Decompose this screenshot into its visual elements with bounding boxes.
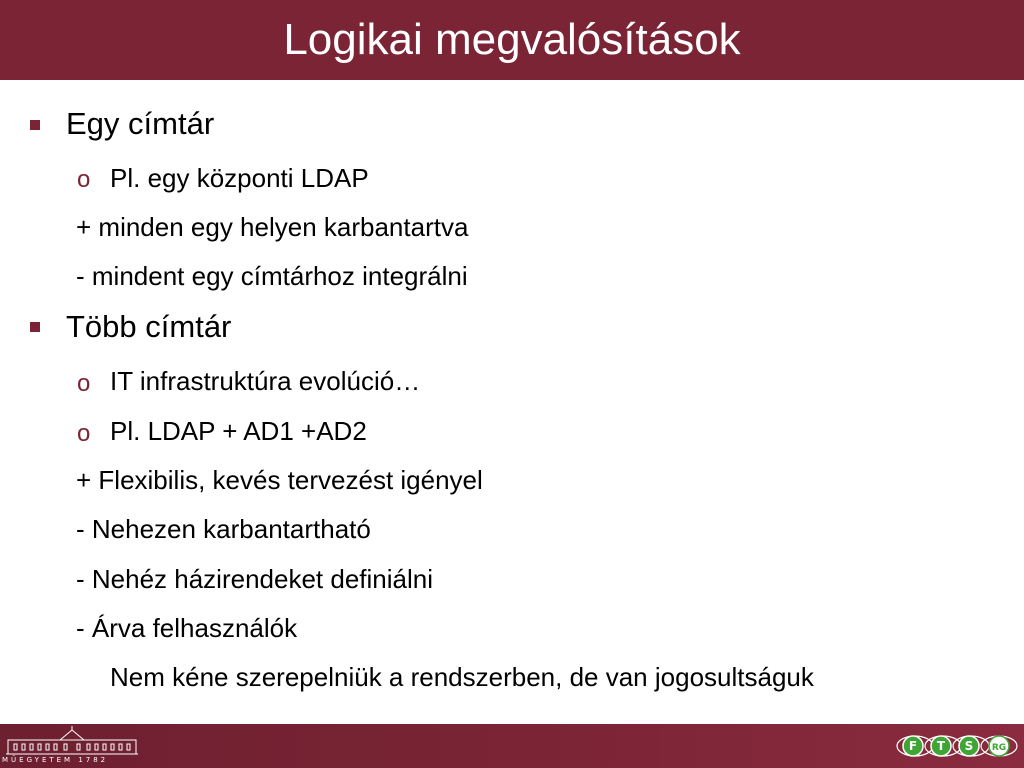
text-line: + Flexibilis, kevés tervezést igényel	[76, 465, 483, 495]
ftsrg-letter-f: F	[908, 739, 918, 753]
square-bullet-icon	[30, 322, 40, 332]
text-line: - Nehéz házirendeket definiálni	[76, 564, 433, 594]
text-line: + minden egy helyen karbantartva	[76, 212, 469, 242]
text-line-indented: Nem kéne szerepelniük a rendszerben, de van jogosultságuk	[110, 662, 814, 692]
footer-bar	[0, 724, 1024, 768]
sub-bullet-item: IT infrastruktúra evolúció…	[110, 366, 421, 396]
circle-bullet-icon: o	[77, 370, 91, 397]
bullet-item: Egy címtár	[66, 106, 215, 141]
ftsrg-logo	[896, 728, 1022, 764]
square-bullet-icon	[30, 120, 40, 130]
slide-title: Logikai megvalósítások	[283, 15, 741, 64]
university-logo-text: MŰEGYETEM 1782	[2, 756, 109, 764]
sub-bullet-item: Pl. egy központi LDAP	[110, 163, 369, 193]
bullet-item: Több címtár	[66, 309, 232, 344]
text-line: - Nehezen karbantartható	[76, 514, 371, 544]
circle-bullet-icon: o	[77, 420, 91, 447]
ftsrg-letter-t: T	[936, 739, 946, 753]
circle-bullet-icon: o	[77, 166, 91, 193]
ftsrg-letter-rg: RG	[991, 743, 1007, 753]
sub-bullet-item: Pl. LDAP + AD1 +AD2	[110, 416, 367, 446]
text-line: - mindent egy címtárhoz integrálni	[76, 261, 468, 291]
ftsrg-letter-s: S	[964, 739, 974, 753]
text-line: - Árva felhasználók	[76, 613, 298, 643]
